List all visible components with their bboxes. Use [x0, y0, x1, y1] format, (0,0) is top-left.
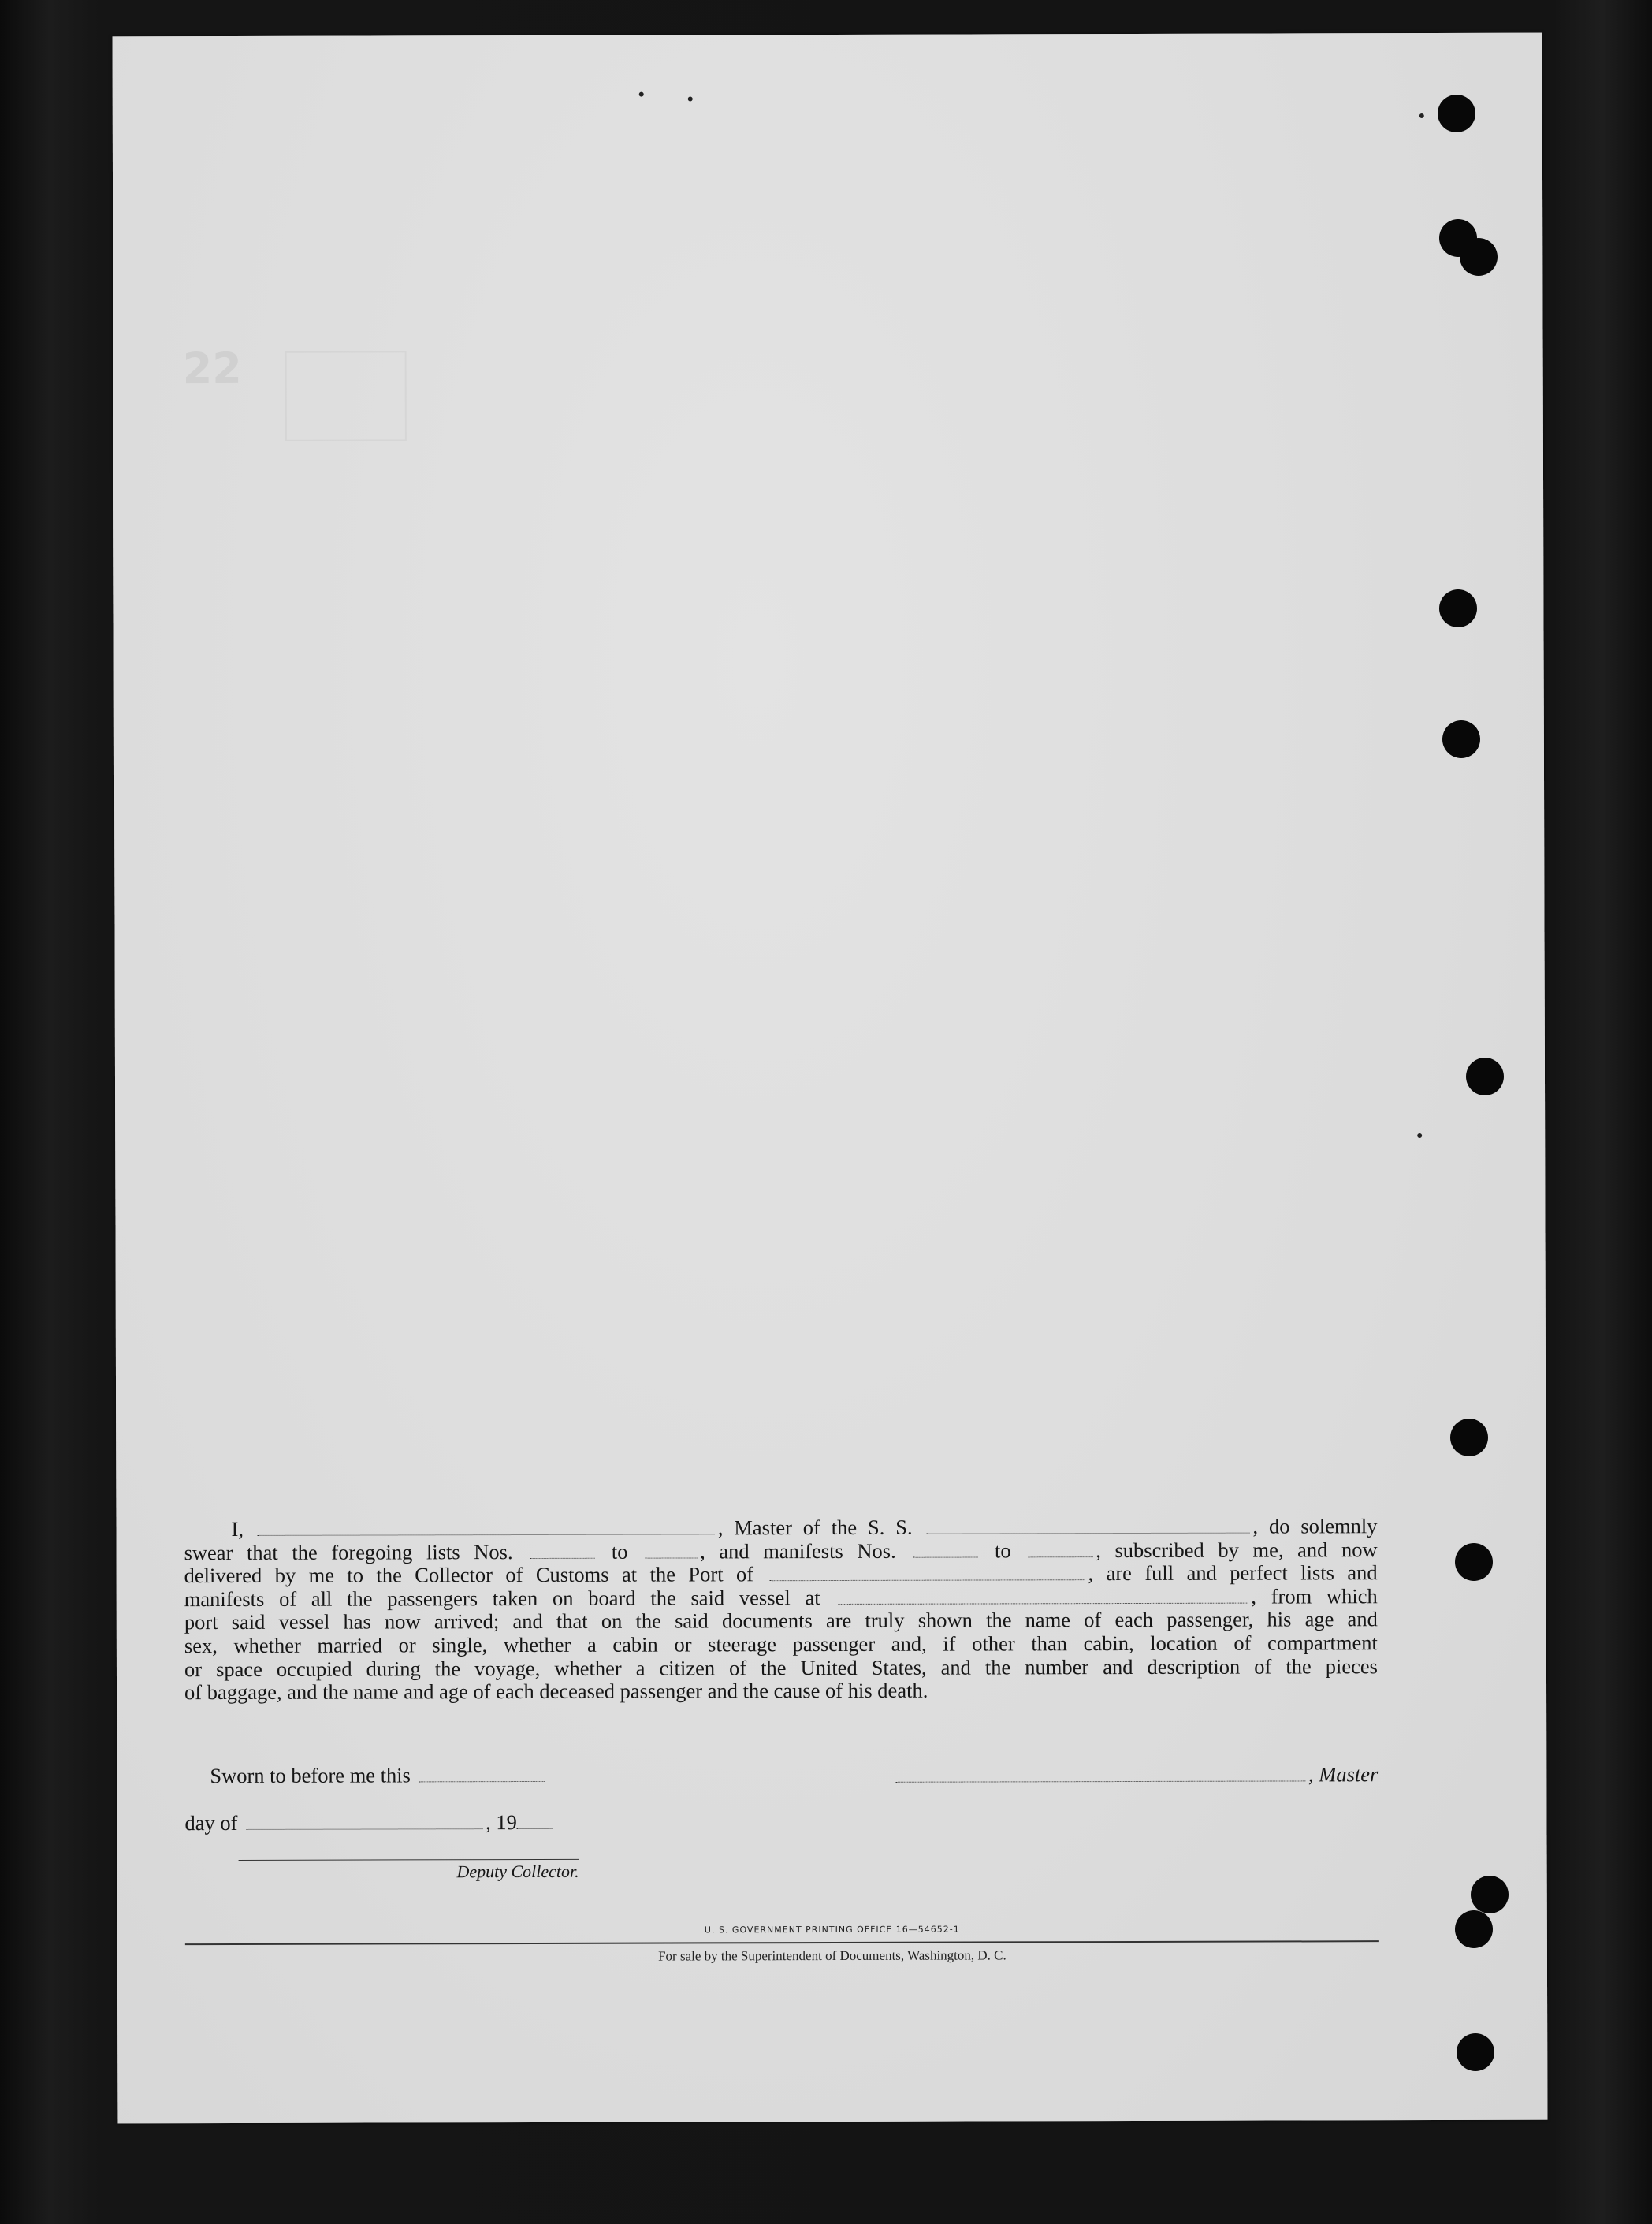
port-field: [769, 1565, 1085, 1581]
speck: [1419, 113, 1424, 118]
speck: [688, 96, 693, 101]
oath-to: to: [611, 1539, 628, 1564]
oath-i: I,: [231, 1516, 244, 1541]
oath-to-2: to: [994, 1538, 1011, 1563]
footer-rule: [185, 1940, 1379, 1945]
faint-bleedthrough-box: [285, 351, 407, 441]
oath-line-5: port said vessel has now arrived; and that on the said documents are truly shown the name of each passenger, his age and: [184, 1607, 1378, 1635]
master-label: , Master: [1308, 1762, 1379, 1787]
deputy-collector-label: Deputy Collector.: [456, 1861, 579, 1882]
oath-line-6: sex, whether married or single, whether a cabin or steerage passenger and, if other than cabin, location of compartment: [184, 1631, 1378, 1658]
punch-hole: [1455, 1910, 1493, 1948]
master-name-field: [258, 1519, 715, 1536]
master-signature-line: [892, 1762, 1378, 1788]
year-prefix: , 19: [486, 1810, 517, 1835]
oath-full-perfect: , are full and perfect lists and: [1088, 1560, 1378, 1586]
manifests-to-field: [1028, 1542, 1092, 1557]
punch-hole: [1438, 95, 1475, 132]
lists-from-field: [530, 1543, 594, 1558]
punch-hole: [1460, 238, 1498, 276]
oath-line-8: of baggage, and the name and age of each deceased passenger and the cause of his death.: [184, 1678, 928, 1705]
oath-solemnly: , do solemnly: [1252, 1514, 1378, 1538]
oath-line-3: [184, 1561, 1378, 1588]
sworn-line: [210, 1763, 548, 1788]
oath-master-of-ss: , Master of the S. S.: [717, 1515, 913, 1540]
speck: [1417, 1133, 1422, 1138]
day-of-line: [184, 1810, 556, 1835]
signature-block: [184, 1761, 1378, 1913]
manifest-page-back: [113, 33, 1548, 2124]
master-oath-paragraph: [184, 1515, 1378, 1705]
month-field: [246, 1814, 482, 1830]
year-field: [517, 1814, 553, 1829]
oath-vessel-at: manifests of all the passengers taken on board the said vessel at: [184, 1585, 820, 1611]
punch-hole: [1450, 1419, 1488, 1456]
oath-port-of: delivered by me to the Collector of Customs at the Port of: [184, 1562, 754, 1588]
oath-lists-nos: swear that the foregoing lists Nos.: [184, 1539, 513, 1564]
master-signature-field: [895, 1766, 1305, 1782]
oath-manifests-nos: , and manifests Nos.: [700, 1538, 896, 1564]
punch-hole: [1439, 589, 1477, 627]
oath-subscribed: , subscribed by me, and now: [1096, 1537, 1378, 1562]
day-of-label: day of: [184, 1810, 238, 1835]
vessel-name-field: [926, 1519, 1249, 1534]
punch-hole: [1455, 1543, 1493, 1581]
faint-page-number: 22: [182, 343, 242, 394]
sworn-label: Sworn to before me this: [210, 1763, 411, 1788]
punch-hole: [1471, 1876, 1509, 1913]
punch-hole: [1442, 720, 1480, 758]
punch-hole: [1457, 2033, 1494, 2071]
punch-hole: [1466, 1058, 1504, 1095]
deputy-collector-line: [239, 1859, 579, 1883]
gpo-imprint: U. S. GOVERNMENT PRINTING OFFICE 16—54652-1: [704, 1924, 960, 1936]
speck: [639, 92, 644, 97]
for-sale-notice: For sale by the Superintendent of Documents, Washington, D. C.: [658, 1947, 1006, 1964]
departure-port-field: [838, 1588, 1248, 1604]
oath-from-which: , from which: [1251, 1583, 1378, 1608]
sworn-day-field: [419, 1767, 545, 1782]
lists-to-field: [645, 1543, 697, 1558]
oath-line-7: or space occupied during the voyage, whether a citizen of the United States, and the number and description of the pieces: [184, 1653, 1378, 1681]
manifests-from-field: [913, 1542, 977, 1557]
